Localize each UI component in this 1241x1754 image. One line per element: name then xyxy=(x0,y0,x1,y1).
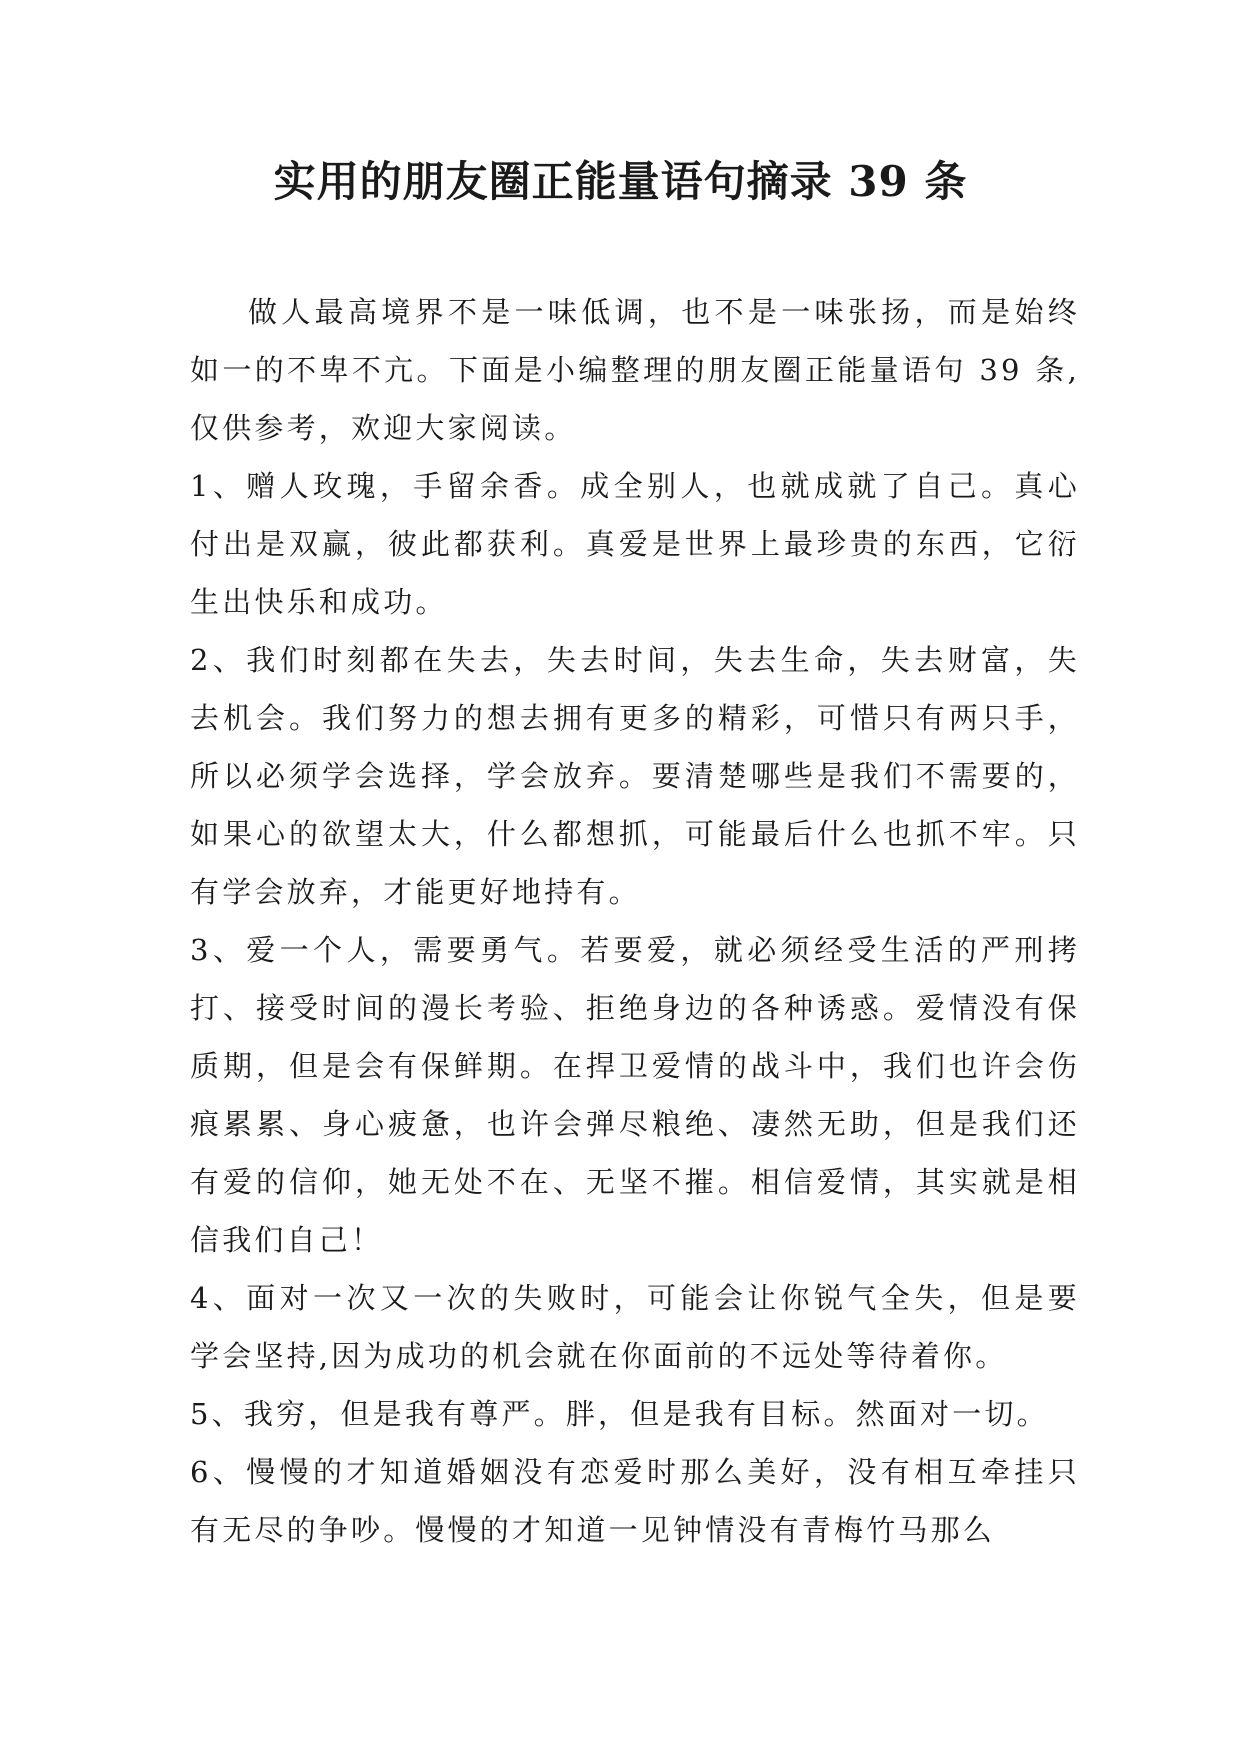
list-item: 6、慢慢的才知道婚姻没有恋爱时那么美好，没有相互牵挂只有无尽的争吵。慢慢的才知道一见钟情没有青梅竹马那么 xyxy=(190,1455,1080,1547)
document-title: 实用的朋友圈正能量语句摘录 39 条 xyxy=(273,157,968,206)
list-item: 2、我们时刻都在失去，失去时间，失去生命，失去财富，失去机会。我们努力的想去拥有更多的精彩，可惜只有两只手，所以必须学会选择，学会放弃。要清楚哪些是我们不需要的，如果心的欲望太大，什么都想抓，可能最后什么也抓不牢。只有学会放弃，才能更好地持有。 xyxy=(190,643,1080,909)
document-body xyxy=(190,283,1080,1559)
list-item: 4、面对一次又一次的失败时，可能会让你锐气全失，但是要学会坚持,因为成功的机会就在你面前的不远处等待着你。 xyxy=(190,1281,1080,1373)
list-item: 3、爱一个人，需要勇气。若要爱，就必须经受生活的严刑拷打、接受时间的漫长考验、拒绝身边的各种诱惑。爱情没有保质期，但是会有保鲜期。在捍卫爱情的战斗中，我们也许会伤痕累累、身心疲惫，也许会弹尽粮绝、凄然无助，但是我们还有爱的信仰，她无处不在、无坚不摧。相信爱情，其实就是相信我们自己！ xyxy=(190,933,1080,1257)
list-item: 1、赠人玫瑰，手留余香。成全别人，也就成就了自己。真心付出是双赢，彼此都获利。真爱是世界上最珍贵的东西，它衍生出快乐和成功。 xyxy=(190,469,1080,619)
intro-paragraph: 做人最高境界不是一味低调，也不是一味张扬，而是始终如一的不卑不亢。下面是小编整理的朋友圈正能量语句 39 条,仅供参考，欢迎大家阅读。 xyxy=(190,295,1080,445)
list-item: 5、我穷，但是我有尊严。胖，但是我有目标。然面对一切。 xyxy=(190,1397,1049,1431)
